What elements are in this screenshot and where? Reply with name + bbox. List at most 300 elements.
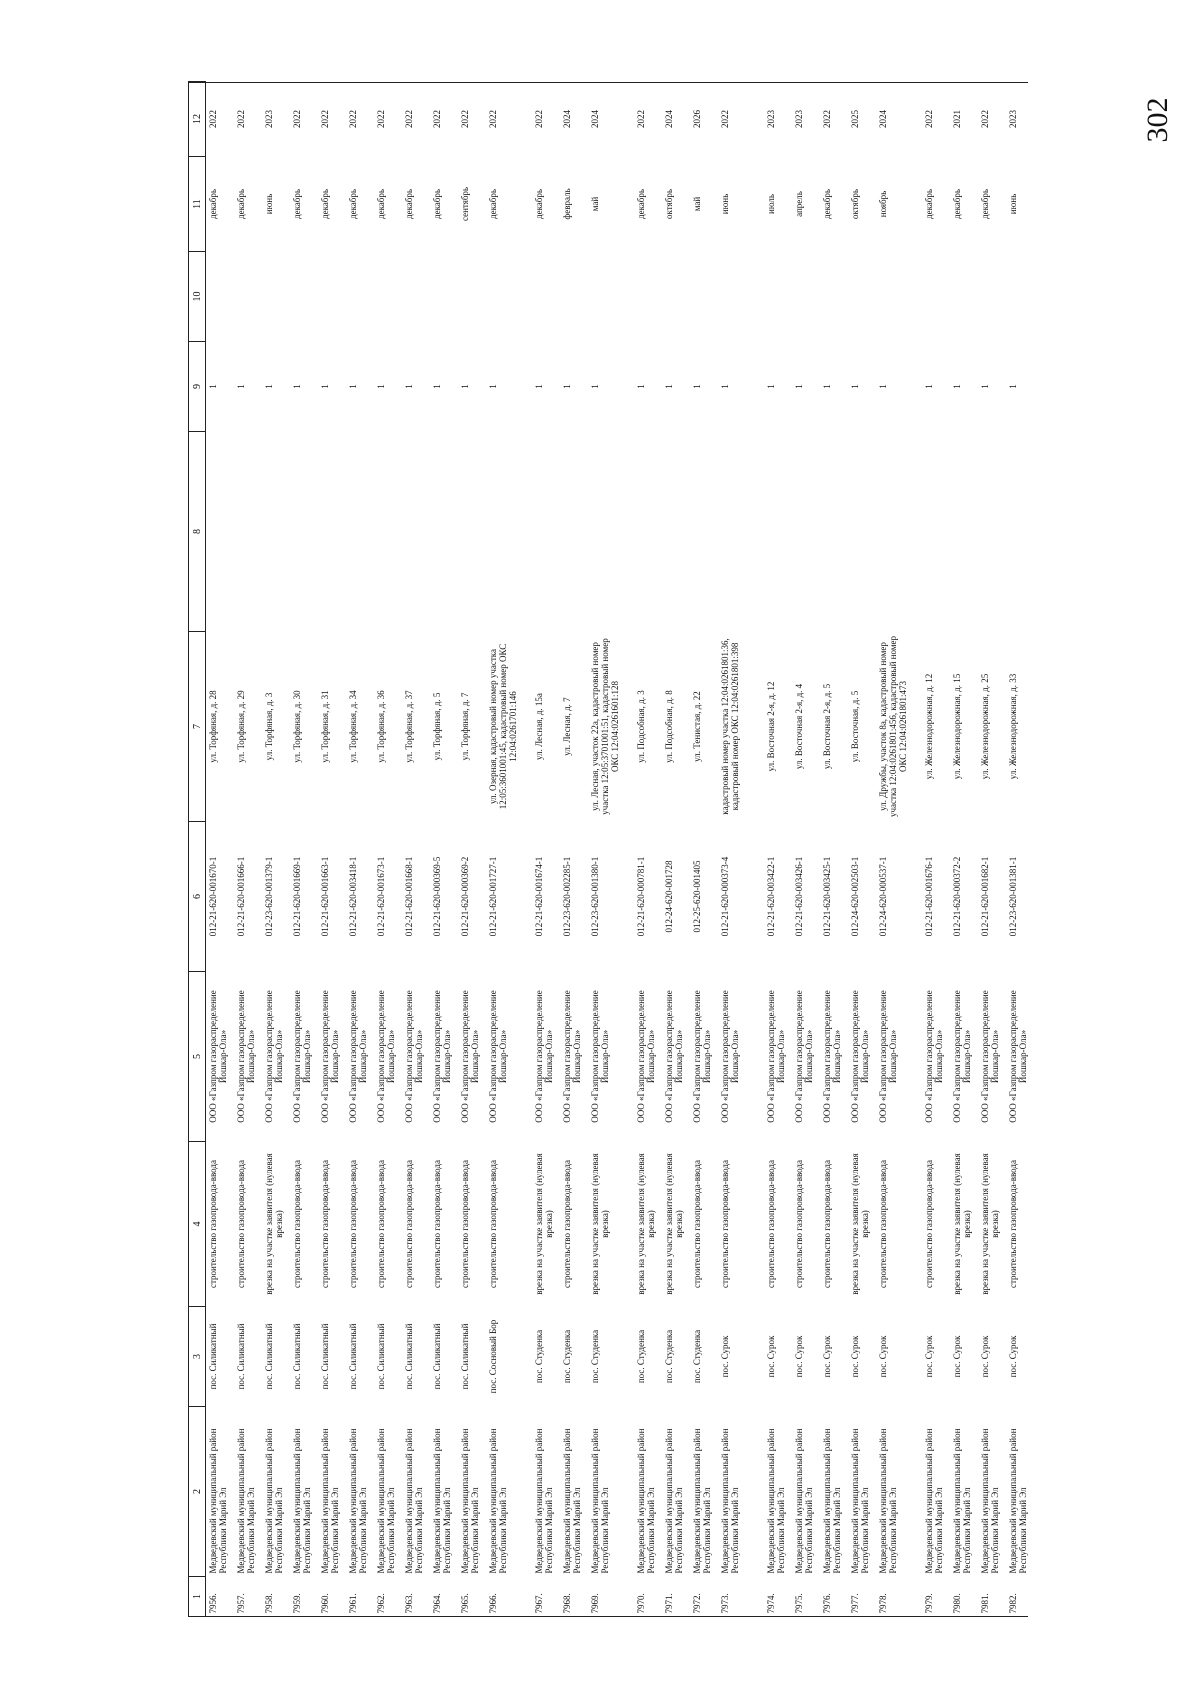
table-cell-col-10 (764, 252, 792, 342)
table-cell-col-11: декабрь (320, 189, 330, 219)
table-cell-col-2: Медведевский муниципальный район Республики Марий Эл (720, 1428, 740, 1574)
column-header-12: 12 (189, 82, 206, 157)
table-cell-col-8 (402, 432, 430, 632)
table-cell-col-12: 2022 (924, 110, 934, 128)
table-cell-col-2: Медведевский муниципальный район Республики Марий Эл (636, 1428, 656, 1574)
table-row (1006, 82, 1034, 1617)
table-cell-col-2: Медведевский муниципальный район Республики Марий Эл (488, 1428, 508, 1574)
table-cell-col-6: 012-21-620-003418-1 (348, 856, 358, 937)
table-row (978, 82, 1006, 1617)
table-cell-col-11: декабрь (236, 189, 246, 219)
table-row (374, 82, 402, 1617)
column-header-6: 6 (189, 822, 206, 972)
table-cell-col-1: 7965. (460, 1593, 470, 1614)
table-cell-col-4: строительство газопровода-ввода (878, 1160, 888, 1288)
table-cell-col-5: ООО «Газпром газораспределение Йошкар-Ола» (664, 990, 684, 1123)
table-cell-col-1: 7980. (952, 1593, 962, 1614)
table-cell-col-1: 7966. (488, 1593, 498, 1614)
table-cell-col-12: 2024 (590, 110, 600, 128)
table-cell-col-7: ул. Торфяная, д. 30 (292, 690, 302, 763)
table-row (290, 82, 318, 1617)
table-cell-col-11: декабрь (376, 189, 386, 219)
table-cell-col-3: пос. Силикатный (208, 1323, 218, 1390)
table-cell-col-7: кадастровый номер участка 12:04:0261801:36, кадастровый номер ОКС 12:04:0261801:398 (720, 638, 740, 815)
table-cell-col-4: врезка на участке заявителя (нулевая врезка) (980, 1153, 1000, 1295)
table-cell-col-4: строительство газопровода-ввода (794, 1160, 804, 1288)
table-cell-col-8 (876, 432, 916, 632)
table-cell-col-2: Медведевский муниципальный район Республики Марий Эл (460, 1428, 480, 1574)
table-cell-col-7: ул. Торфяная, д. 5 (432, 692, 442, 761)
table-cell-col-4: строительство газопровода-ввода (1008, 1160, 1018, 1288)
column-header-4: 4 (189, 1142, 206, 1307)
table-cell-col-1: 7962. (376, 1593, 386, 1614)
table-cell-col-10 (560, 252, 588, 342)
column-header-2: 2 (189, 1407, 206, 1577)
table-row (876, 82, 916, 1617)
table-cell-col-11: июль (766, 194, 776, 214)
table-cell-col-4: строительство газопровода-ввода (924, 1160, 934, 1288)
table-cell-col-1: 7956. (208, 1593, 218, 1614)
table-cell-col-5: ООО «Газпром газораспределение Йошкар-Ола» (850, 990, 870, 1123)
table-cell-col-10 (922, 252, 950, 342)
table-cell-col-5: ООО «Газпром газораспределение Йошкар-Ола» (636, 990, 656, 1123)
table-cell-col-12: 2022 (208, 110, 218, 128)
table-cell-col-2: Медведевский муниципальный район Республики Марий Эл (208, 1428, 228, 1574)
table-body (206, 82, 1035, 1617)
table-cell-col-9: 1 (534, 384, 544, 389)
table-cell-col-10 (458, 252, 486, 342)
table-cell-col-1: 7976. (822, 1593, 832, 1614)
column-header-3: 3 (189, 1307, 206, 1407)
table-cell-col-5: ООО «Газпром газораспределение Йошкар-Ола» (376, 990, 396, 1123)
table-cell-col-9: 1 (822, 384, 832, 389)
table-cell-col-5: ООО «Газпром газораспределение Йошкар-Ола» (562, 990, 582, 1123)
table-row (690, 82, 718, 1617)
table-cell-col-5: ООО «Газпром газораспределение Йошкар-Ола» (1008, 990, 1028, 1123)
table-cell-col-6: 012-24-620-001728 (664, 860, 674, 933)
table-row (950, 82, 978, 1617)
table-cell-col-2: Медведевский муниципальный район Республики Марий Эл (924, 1428, 944, 1574)
table-cell-col-3: пос. Силикатный (460, 1323, 470, 1390)
table-cell-col-9: 1 (980, 384, 990, 389)
table-cell-col-1: 7957. (236, 1593, 246, 1614)
table-row (792, 82, 820, 1617)
table-cell-col-12: 2022 (980, 110, 990, 128)
table-cell-col-2: Медведевский муниципальный район Республики Марий Эл (952, 1428, 972, 1574)
table-cell-col-7: ул. Тенистая, д. 22 (692, 691, 702, 762)
table-cell-col-9: 1 (348, 384, 358, 389)
table-cell-col-1: 7972. (692, 1593, 702, 1614)
table-cell-col-10 (206, 252, 235, 342)
header-row (189, 82, 206, 1617)
table-cell-col-5: ООО «Газпром газораспределение Йошкар-Ола» (320, 990, 340, 1123)
table-cell-col-1: 7978. (878, 1593, 888, 1614)
table-cell-col-12: 2024 (878, 110, 888, 128)
table-cell-col-4: врезка на участке заявителя (нулевая врезка) (636, 1153, 656, 1295)
table-cell-col-12: 2025 (850, 110, 860, 128)
table-cell-col-7: ул. Торфяная, д. 3 (264, 692, 274, 761)
table-cell-col-3: пос. Силикатный (376, 1323, 386, 1390)
table-cell-col-8 (560, 432, 588, 632)
table-cell-col-7: ул. Восточная 2-я, д. 12 (766, 681, 776, 772)
table-cell-col-1: 7964. (432, 1593, 442, 1614)
table-cell-col-6: 012-21-620-001670-1 (208, 856, 218, 937)
table-cell-col-5: ООО «Газпром газораспределение Йошкар-Ола» (952, 990, 972, 1123)
table-row (532, 82, 560, 1617)
table-cell-col-10 (486, 252, 526, 342)
table-row (346, 82, 374, 1617)
table-cell-col-12: 2021 (952, 110, 962, 128)
table-cell-col-11: сентябрь (460, 186, 470, 222)
table-cell-col-6: 012-21-620-003425-1 (822, 856, 832, 937)
table-cell-col-4: строительство газопровода-ввода (236, 1160, 246, 1288)
table-cell-col-6: 012-21-620-003426-1 (794, 856, 804, 937)
table-cell-col-9: 1 (952, 384, 962, 389)
table-cell-col-7: ул. Дружбы, участок 8а, кадастровый номер участка 12:04:0261801:456, кадастровый номер ОКС 12:04:0261801:473 (878, 636, 908, 817)
column-header-1: 1 (189, 1577, 206, 1617)
table-cell-col-7: ул. Лесная, д. 15а (534, 693, 544, 760)
table-cell-col-10 (690, 252, 718, 342)
table-cell-col-9: 1 (692, 384, 702, 389)
table-cell-col-8 (262, 432, 290, 632)
table-cell-col-12: 2022 (488, 110, 498, 128)
table-cell-col-6: 012-21-620-000373-4 (720, 856, 730, 937)
table-cell-col-10 (634, 252, 662, 342)
table-cell-col-10 (820, 252, 848, 342)
table-cell-col-2: Медведевский муниципальный район Республики Марий Эл (236, 1428, 256, 1574)
table-cell-col-4: строительство газопровода-ввода (692, 1160, 702, 1288)
table-cell-col-12: 2023 (264, 110, 274, 128)
table-cell-col-3: пос. Силикатный (320, 1323, 330, 1390)
table-cell-col-10 (430, 252, 458, 342)
table-cell-col-2: Медведевский муниципальный район Республики Марий Эл (376, 1428, 396, 1574)
table-cell-col-8 (374, 432, 402, 632)
column-header-5: 5 (189, 972, 206, 1142)
table-cell-col-4: врезка на участке заявителя (нулевая врезка) (534, 1153, 554, 1295)
table-cell-col-11: декабрь (348, 189, 358, 219)
table-cell-col-2: Медведевский муниципальный район Республики Марий Эл (692, 1428, 712, 1574)
table-row (764, 82, 792, 1617)
table-cell-col-10 (346, 252, 374, 342)
table-cell-col-12: 2023 (794, 110, 804, 128)
table-cell-col-8 (848, 432, 876, 632)
table-cell-col-4: строительство газопровода-ввода (720, 1160, 730, 1288)
table-cell-col-1: 7963. (404, 1593, 414, 1614)
table-cell-col-1: 7974. (766, 1593, 776, 1614)
table-cell-col-8 (430, 432, 458, 632)
table-row (234, 82, 262, 1617)
table-row (922, 82, 950, 1617)
table-cell-col-7: ул. Торфяная, д. 7 (460, 692, 470, 761)
table-cell-col-7: ул. Озерная, кадастровый номер участка 12:05:3601001:45, кадастровый номер ОКС 12:04:0261701:146 (488, 643, 518, 810)
table-cell-col-11: декабрь (924, 189, 934, 219)
table-cell-col-3: пос. Сурок (924, 1335, 934, 1378)
table-cell-col-8 (922, 432, 950, 632)
table-cell-col-11: апрель (794, 191, 804, 217)
table-cell-col-7: ул. Торфяная, д. 29 (236, 690, 246, 763)
table-cell-col-1: 7973. (720, 1593, 730, 1614)
table-cell-col-11: декабрь (432, 189, 442, 219)
table-cell-col-11: декабрь (636, 189, 646, 219)
table-cell-col-12: 2022 (292, 110, 302, 128)
table-cell-col-7: ул. Торфяная, д. 36 (376, 690, 386, 763)
table-row (588, 82, 628, 1617)
table-cell-col-3: пос. Сурок (952, 1335, 962, 1378)
column-header-7: 7 (189, 632, 206, 822)
table-row (662, 82, 690, 1617)
table-cell-col-7: ул. Восточная 2-я, д. 4 (794, 683, 804, 770)
table-cell-col-8 (290, 432, 318, 632)
table-cell-col-6: 012-24-620-000537-1 (878, 856, 888, 937)
table-cell-col-2: Медведевский муниципальный район Республики Марий Эл (822, 1428, 842, 1574)
table-cell-col-4: врезка на участке заявителя (нулевая врезка) (664, 1153, 684, 1295)
table-cell-col-3: пос. Силикатный (292, 1323, 302, 1390)
table-cell-col-10 (262, 252, 290, 342)
table-cell-col-5: ООО «Газпром газораспределение Йошкар-Ола» (692, 990, 712, 1123)
table-cell-col-4: врезка на участке заявителя (нулевая врезка) (850, 1153, 870, 1295)
table-cell-col-11: декабрь (534, 189, 544, 219)
table-cell-col-6: 012-23-620-002285-1 (562, 856, 572, 937)
table-cell-col-11: июнь (264, 193, 274, 215)
table-cell-col-11: декабрь (292, 189, 302, 219)
table-cell-col-5: ООО «Газпром газораспределение Йошкар-Ола» (488, 990, 508, 1123)
table-cell-col-11: июнь (1008, 193, 1018, 215)
table-row (486, 82, 526, 1617)
table-cell-col-4: строительство газопровода-ввода (488, 1160, 498, 1288)
table-row (560, 82, 588, 1617)
table-cell-col-2: Медведевский муниципальный район Республики Марий Эл (348, 1428, 368, 1574)
table-cell-col-11: ноябрь (878, 190, 888, 218)
table-cell-col-8 (1006, 432, 1034, 632)
table-cell-col-5: ООО «Газпром газораспределение Йошкар-Ола» (432, 990, 452, 1123)
rotated-table-container (188, 82, 1028, 1617)
table-cell-col-6: 012-24-620-002503-1 (850, 856, 860, 937)
table-cell-col-5: ООО «Газпром газораспределение Йошкар-Ола» (878, 990, 898, 1123)
table-cell-col-10 (978, 252, 1006, 342)
table-cell-col-12: 2024 (562, 110, 572, 128)
table-cell-col-9: 1 (376, 384, 386, 389)
table-cell-col-6: 012-21-620-000369-5 (432, 856, 442, 937)
table-cell-col-5: ООО «Газпром газораспределение Йошкар-Ола» (980, 990, 1000, 1123)
table-cell-col-4: врезка на участке заявителя (нулевая врезка) (590, 1153, 610, 1295)
table-cell-col-8 (950, 432, 978, 632)
column-header-8: 8 (189, 432, 206, 632)
table-cell-col-6: 012-23-620-001379-1 (264, 856, 274, 937)
table-cell-col-10 (374, 252, 402, 342)
table-cell-col-5: ООО «Газпром газораспределение Йошкар-Ола» (460, 990, 480, 1123)
table-cell-col-5: ООО «Газпром газораспределение Йошкар-Ола» (404, 990, 424, 1123)
table-cell-col-6: 012-21-620-001669-1 (292, 856, 302, 937)
table-cell-col-1: 7979. (924, 1593, 934, 1614)
table-cell-col-7: ул. Железнодорожная, д. 25 (980, 673, 990, 780)
table-cell-col-2: Медведевский муниципальный район Республики Марий Эл (404, 1428, 424, 1574)
table-cell-col-3: пос. Сурок (1008, 1335, 1018, 1378)
table-cell-col-9: 1 (636, 384, 646, 389)
table-row (262, 82, 290, 1617)
table-cell-col-3: пос. Студенка (534, 1329, 544, 1384)
table-cell-col-9: 1 (320, 384, 330, 389)
table-cell-col-6: 012-21-620-001663-1 (320, 856, 330, 937)
table-cell-col-1: 7969. (590, 1593, 600, 1614)
table-cell-col-3: пос. Студенка (692, 1329, 702, 1384)
table-cell-col-7: ул. Железнодорожная, д. 33 (1008, 673, 1018, 780)
table-cell-col-3: пос. Сурок (850, 1335, 860, 1378)
table-row (634, 82, 662, 1617)
table-cell-col-7: ул. Торфяная, д. 28 (208, 690, 218, 763)
table-cell-col-6: 012-25-620-001405 (692, 860, 702, 933)
table-cell-col-9: 1 (850, 384, 860, 389)
table-cell-col-5: ООО «Газпром газораспределение Йошкар-Ола» (264, 990, 284, 1123)
table-cell-col-11: декабрь (404, 189, 414, 219)
table-cell-col-1: 7975. (794, 1593, 804, 1614)
table-cell-col-6: 012-21-620-003422-1 (766, 856, 776, 937)
table-cell-col-12: 2024 (664, 110, 674, 128)
table-row (318, 82, 346, 1617)
table-cell-col-9: 1 (208, 384, 218, 389)
table-cell-col-9: 1 (924, 384, 934, 389)
table-cell-col-4: строительство газопровода-ввода (208, 1160, 218, 1288)
table-cell-col-1: 7970. (636, 1593, 646, 1614)
column-header-10: 10 (189, 252, 206, 342)
table-cell-col-3: пос. Силикатный (264, 1323, 274, 1390)
table-cell-col-8 (978, 432, 1006, 632)
table-cell-col-10 (1006, 252, 1034, 342)
table-row (718, 82, 758, 1617)
table-cell-col-10 (792, 252, 820, 342)
table-cell-col-9: 1 (766, 384, 776, 389)
table-cell-col-4: строительство газопровода-ввода (404, 1160, 414, 1288)
table-cell-col-9: 1 (460, 384, 470, 389)
table-cell-col-6: 012-21-620-000372-2 (952, 856, 962, 937)
table-cell-col-12: 2022 (348, 110, 358, 128)
table-cell-col-3: пос. Студенка (636, 1329, 646, 1384)
table-row (848, 82, 876, 1617)
table-cell-col-8 (634, 432, 662, 632)
table-cell-col-2: Медведевский муниципальный район Республики Марий Эл (292, 1428, 312, 1574)
table-cell-col-7: ул. Восточная 2-я, д. 5 (822, 683, 832, 770)
table-cell-col-10 (848, 252, 876, 342)
table-cell-col-5: ООО «Газпром газораспределение Йошкар-Ола» (720, 990, 740, 1123)
table-cell-col-11: декабрь (980, 189, 990, 219)
table-cell-col-6: 012-21-620-000369-2 (460, 856, 470, 937)
table-cell-col-11: май (590, 196, 600, 212)
table-cell-col-10 (318, 252, 346, 342)
table-cell-col-6: 012-23-620-001380-1 (590, 856, 600, 937)
table-cell-col-5: ООО «Газпром газораспределение Йошкар-Ола» (766, 990, 786, 1123)
table-cell-col-2: Медведевский муниципальный район Республики Марий Эл (980, 1428, 1000, 1574)
table-cell-col-6: 012-21-620-001674-1 (534, 856, 544, 937)
table-cell-col-4: врезка на участке заявителя (нулевая врезка) (952, 1153, 972, 1295)
table-cell-col-1: 7982. (1008, 1593, 1018, 1614)
table-cell-col-9: 1 (794, 384, 804, 389)
table-cell-col-6: 012-21-620-001666-1 (236, 856, 246, 937)
table-cell-col-6: 012-21-620-001682-1 (980, 856, 990, 937)
table-cell-col-6: 012-21-620-001676-1 (924, 856, 934, 937)
table-cell-col-12: 2022 (320, 110, 330, 128)
table-row (402, 82, 430, 1617)
table-cell-col-11: февраль (562, 188, 572, 220)
table-cell-col-3: пос. Силикатный (236, 1323, 246, 1390)
table-cell-col-11: декабрь (952, 189, 962, 219)
table-cell-col-9: 1 (720, 384, 730, 389)
table-cell-col-11: декабрь (488, 189, 498, 219)
table-cell-col-9: 1 (878, 384, 888, 389)
table-cell-col-9: 1 (664, 384, 674, 389)
table-cell-col-2: Медведевский муниципальный район Республики Марий Эл (794, 1428, 814, 1574)
table-cell-col-3: пос. Силикатный (348, 1323, 358, 1390)
table-cell-col-9: 1 (292, 384, 302, 389)
table-cell-col-3: пос. Студенка (664, 1329, 674, 1384)
table-cell-col-10 (950, 252, 978, 342)
table-cell-col-4: врезка на участке заявителя (нулевая врезка) (264, 1153, 284, 1295)
page-number: 302 (1141, 97, 1174, 143)
table-cell-col-11: декабрь (822, 189, 832, 219)
table-cell-col-3: пос. Сурок (794, 1335, 804, 1378)
table-cell-col-5: ООО «Газпром газораспределение Йошкар-Ола» (208, 990, 228, 1123)
table-cell-col-3: пос. Сурок (766, 1335, 776, 1378)
table-cell-col-12: 2023 (1008, 110, 1018, 128)
table-cell-col-1: 7977. (850, 1593, 860, 1614)
table-cell-col-10 (532, 252, 560, 342)
table-cell-col-1: 7968. (562, 1593, 572, 1614)
table-cell-col-9: 1 (562, 384, 572, 389)
table-cell-col-11: июнь (720, 193, 730, 215)
table-cell-col-2: Медведевский муниципальный район Республики Марий Эл (664, 1428, 684, 1574)
table-cell-col-11: декабрь (208, 189, 218, 219)
table-cell-col-12: 2022 (720, 110, 730, 128)
table-cell-col-3: пос. Сосновый Бор (488, 1319, 498, 1394)
table-cell-col-8 (764, 432, 792, 632)
table-cell-col-10 (234, 252, 262, 342)
table-cell-col-7: ул. Железнодорожная, д. 12 (924, 673, 934, 780)
table-cell-col-9: 1 (1008, 384, 1018, 389)
table-cell-col-6: 012-21-620-001673-1 (376, 856, 386, 937)
table-cell-col-5: ООО «Газпром газораспределение Йошкар-Ола» (590, 990, 610, 1123)
table-cell-col-5: ООО «Газпром газораспределение Йошкар-Ола» (534, 990, 554, 1123)
table-cell-col-10 (876, 252, 916, 342)
table-cell-col-3: пос. Студенка (562, 1329, 572, 1384)
table-cell-col-12: 2022 (534, 110, 544, 128)
column-header-11: 11 (189, 157, 206, 252)
table-cell-col-9: 1 (590, 384, 600, 389)
table-cell-col-3: пос. Силикатный (404, 1323, 414, 1390)
table-cell-col-9: 1 (404, 384, 414, 389)
table-cell-col-5: ООО «Газпром газораспределение Йошкар-Ола» (822, 990, 842, 1123)
table-cell-col-8 (318, 432, 346, 632)
table-cell-col-3: пос. Сурок (822, 1335, 832, 1378)
table-row (820, 82, 848, 1617)
table-cell-col-11: октябрь (850, 189, 860, 219)
table-cell-col-9: 1 (432, 384, 442, 389)
table-cell-col-4: строительство газопровода-ввода (292, 1160, 302, 1288)
table-cell-col-4: строительство газопровода-ввода (822, 1160, 832, 1288)
table-cell-col-4: строительство газопровода-ввода (376, 1160, 386, 1288)
table-cell-col-8 (820, 432, 848, 632)
table-cell-col-10 (718, 252, 758, 342)
table-cell-col-7: ул. Подсобная, д. 8 (664, 690, 674, 763)
table-cell-col-11: май (692, 196, 702, 212)
table-cell-col-9: 1 (236, 384, 246, 389)
table-cell-col-2: Медведевский муниципальный район Республики Марий Эл (850, 1428, 870, 1574)
table-cell-col-2: Медведевский муниципальный район Республики Марий Эл (1008, 1428, 1028, 1574)
table-cell-col-12: 2022 (822, 110, 832, 128)
table-cell-col-7: ул. Восточная, д. 5 (850, 690, 860, 763)
table-cell-col-10 (402, 252, 430, 342)
table-row (206, 82, 235, 1617)
table-cell-col-1: 7981. (980, 1593, 990, 1614)
table-cell-col-8 (532, 432, 560, 632)
table-cell-col-7: ул. Лесная, д. 7 (562, 697, 572, 756)
